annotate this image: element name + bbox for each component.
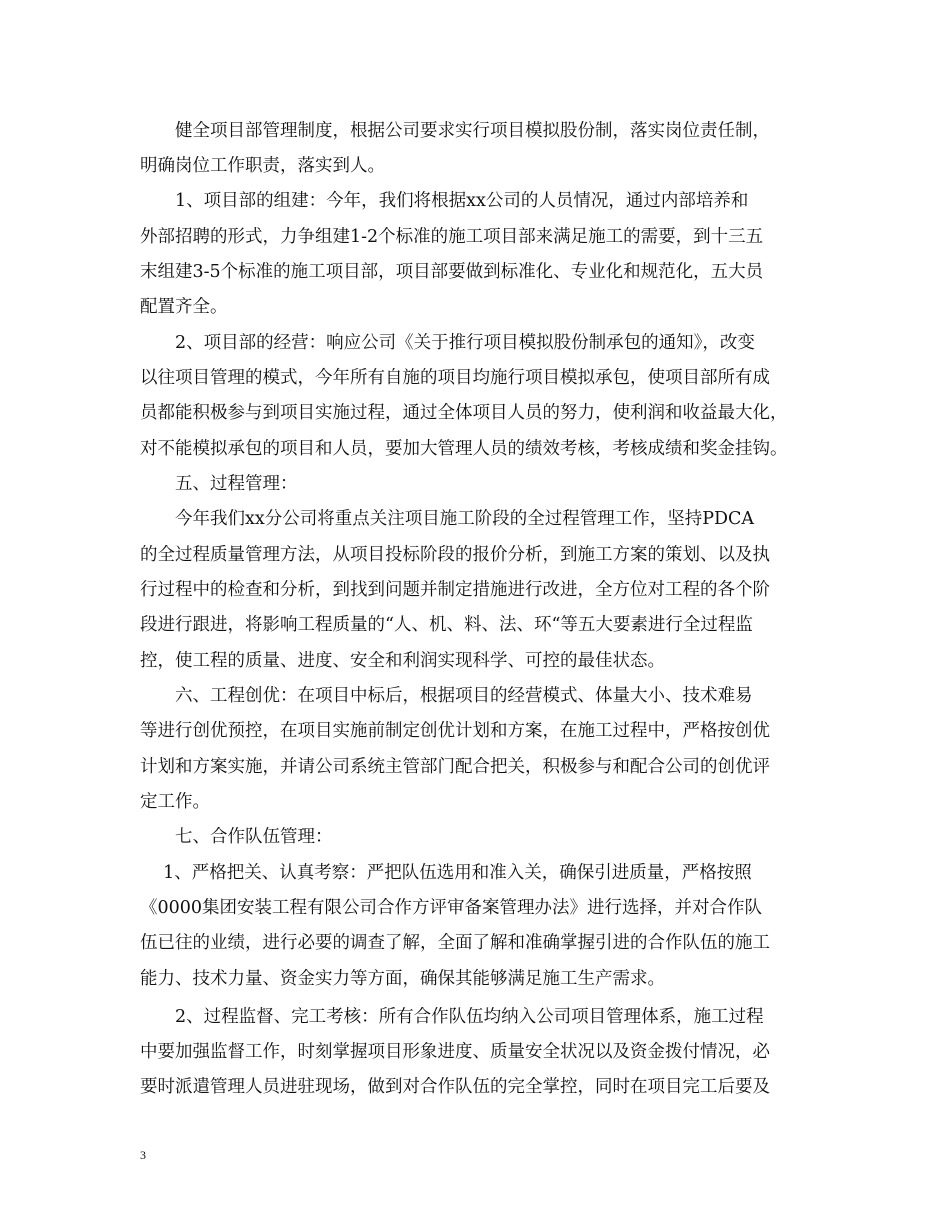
text-line: 段进行跟进，将影响工程质量的“人、机、料、法、环“等五大要素进行全过程监 bbox=[140, 615, 753, 635]
text-line: 等进行创优预控，在项目实施前制定创优计划和方案，在施工过程中，严格按创优 bbox=[140, 721, 770, 741]
section-heading: 五、过程管理： bbox=[140, 474, 298, 494]
text-line: 《0000集团安装工程有限公司合作方评审备案管理办法》进行选择，并对合作队 bbox=[140, 898, 763, 918]
text-line: 伍已往的业绩，进行必要的调查了解，全面了解和准确掌握引进的合作队伍的施工 bbox=[140, 933, 770, 953]
text-line: 外部招聘的形式，力争组建1-2个标准的施工项目部来满足施工的需要，到十三五 bbox=[140, 227, 764, 247]
text-line: 控，使工程的质量、进度、安全和利润实现科学、可控的最佳状态。 bbox=[140, 651, 665, 671]
text-line: 2、过程监督、完工考核：所有合作队伍均纳入公司项目管理体系，施工过程 bbox=[140, 1007, 764, 1027]
text-line: 定工作。 bbox=[140, 792, 210, 812]
text-line: 能力、技术力量、资金实力等方面，确保其能够满足施工生产需求。 bbox=[140, 969, 665, 989]
text-line: 2、项目部的经营：响应公司《关于推行项目模拟股份制承包的通知》，改变 bbox=[140, 333, 755, 353]
text-line: 计划和方案实施，并请公司系统主管部门配合把关，积极参与和配合公司的创优评 bbox=[140, 757, 770, 777]
text-line: 今年我们xx分公司将重点关注项目施工阶段的全过程管理工作，坚持PDCA bbox=[140, 509, 755, 529]
text-line: 行过程中的检查和分析，到找到问题并制定措施进行改进，全方位对工程的各个阶 bbox=[140, 580, 770, 600]
page-number: 3 bbox=[140, 1148, 146, 1162]
text-line: 末组建3-5个标准的施工项目部，项目部要做到标准化、专业化和规范化，五大员 bbox=[140, 262, 764, 282]
text-line: 配置齐全。 bbox=[140, 297, 228, 317]
text-line: 以往项目管理的模式，今年所有自施的项目均施行项目模拟承包，使项目部所有成 bbox=[140, 368, 770, 388]
text-line: 六、工程创优：在项目中标后，根据项目的经营模式、体量大小、技术难易 bbox=[140, 686, 753, 706]
text-line: 1、严格把关、认真考察：严把队伍选用和准入关，确保引进质量，严格按照 bbox=[140, 863, 752, 883]
text-line: 的全过程质量管理方法，从项目投标阶段的报价分析，到施工方案的策划、以及执 bbox=[140, 545, 770, 565]
text-line: 健全项目部管理制度，根据公司要求实行项目模拟股份制，落实岗位责任制， bbox=[140, 121, 770, 141]
text-line: 要时派遣管理人员进驻现场，做到对合作队伍的完全掌控，同时在项目完工后要及 bbox=[140, 1077, 770, 1097]
section-heading: 七、合作队伍管理： bbox=[140, 827, 333, 847]
text-line: 明确岗位工作职责，落实到人。 bbox=[140, 156, 385, 176]
text-line: 1、项目部的组建：今年，我们将根据xx公司的人员情况，通过内部培养和 bbox=[140, 191, 749, 211]
text-line: 对不能模拟承包的项目和人员，要加大管理人员的绩效考核，考核成绩和奖金挂钩。 bbox=[140, 439, 788, 459]
text-line: 中要加强监督工作，时刻掌握项目形象进度、质量安全状况以及资金拨付情况，必 bbox=[140, 1042, 770, 1062]
text-line: 员都能积极参与到项目实施过程，通过全体项目人员的努力，使利润和收益最大化， bbox=[140, 403, 788, 423]
